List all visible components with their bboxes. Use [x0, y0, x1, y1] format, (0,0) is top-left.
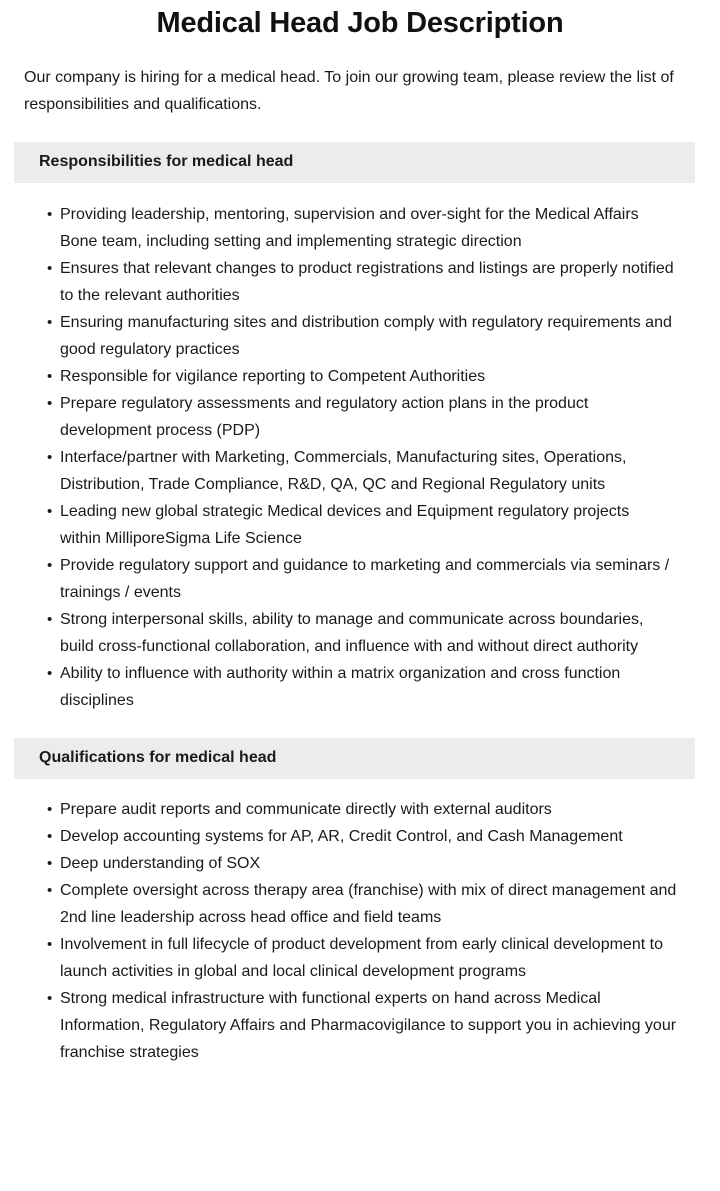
list-item: • Ability to influence with authority within a matrix organization and cross function disciplines — [60, 660, 674, 714]
list-item: • Ensuring manufacturing sites and distribution comply with regulatory requirements and good regulatory practices — [60, 309, 674, 363]
list-item: • Provide regulatory support and guidance to marketing and commercials via seminars / trainings / events — [60, 552, 674, 606]
list-item: • Complete oversight across therapy area (franchise) with mix of direct management and 2nd line leadership across head office and field teams — [60, 877, 688, 931]
section-heading-qualifications: Qualifications for medical head — [14, 738, 695, 779]
list-item: • Ensures that relevant changes to product registrations and listings are properly notified to the relevant authorities — [60, 255, 674, 309]
list-item: • Leading new global strategic Medical devices and Equipment regulatory projects within MilliporeSigma Life Science — [60, 498, 674, 552]
list-item: • Deep understanding of SOX — [60, 850, 688, 877]
list-item: • Strong medical infrastructure with functional experts on hand across Medical Information, Regulatory Affairs and Pharmacovigilance to support you in achieving your franchise strategies — [60, 985, 688, 1066]
responsibilities-list — [0, 183, 720, 714]
qualifications-list — [0, 779, 720, 1066]
list-item: • Responsible for vigilance reporting to Competent Authorities — [60, 363, 674, 390]
intro-paragraph: Our company is hiring for a medical head. To join our growing team, please review the list of responsibilities and qualifications. — [24, 69, 674, 113]
section-responsibilities — [0, 142, 720, 714]
section-heading-responsibilities: Responsibilities for medical head — [14, 142, 695, 183]
list-item: • Interface/partner with Marketing, Commercials, Manufacturing sites, Operations, Distribution, Trade Compliance, R&D, QA, QC and Regional Regulatory units — [60, 444, 674, 498]
list-item: • Prepare regulatory assessments and regulatory action plans in the product development process (PDP) — [60, 390, 674, 444]
list-item: • Prepare audit reports and communicate directly with external auditors — [60, 796, 688, 823]
section-qualifications — [0, 738, 720, 1106]
page-title: Medical Head Job Description — [156, 7, 564, 39]
list-item: • Involvement in full lifecycle of product development from early clinical development to launch activities in global and local clinical development programs — [60, 931, 688, 985]
list-item: • Strong interpersonal skills, ability to manage and communicate across boundaries, build cross-functional collaboration, and influence with and without direct authority — [60, 606, 674, 660]
list-item: • Providing leadership, mentoring, supervision and over-sight for the Medical Affairs Bone team, including setting and implementing strategic direction — [60, 201, 674, 255]
list-item: • Develop accounting systems for AP, AR, Credit Control, and Cash Management — [60, 823, 688, 850]
